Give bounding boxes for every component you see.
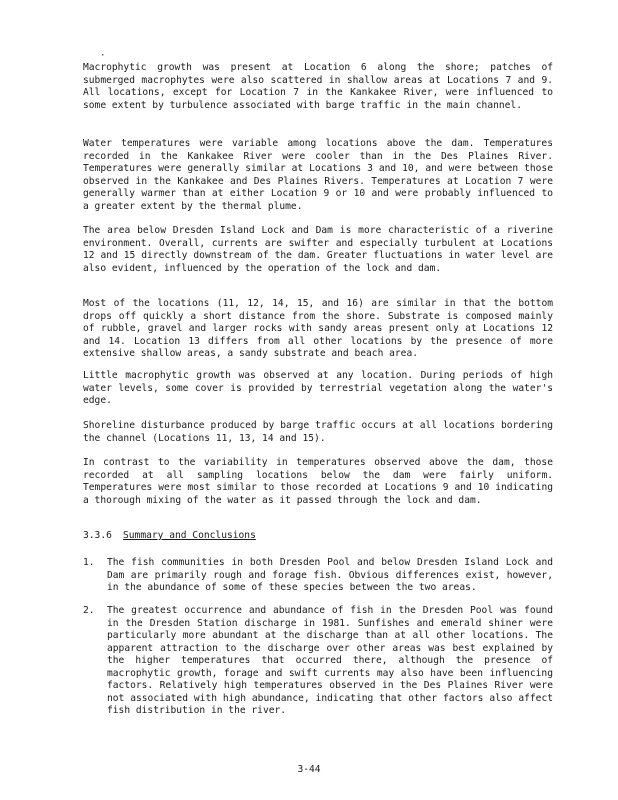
paragraph-macrophytic-growth: Macrophytic growth was present at Location 6 along the shore; patches of submerged macrophytes were also scattered in shallow areas at Locations 7 and 9. All locations, except for Location 7 in the Kankakee River, were influenced to some extent by turbulence associated with barge traffic in the main channel. [83, 62, 553, 111]
paragraph-water-temperatures: Water temperatures were variable among locations above the dam. Temperatures recorded in the Kankakee River were cooler than in the Des Plaines River. Temperatures were generally similar at Locations 3 and 10, and were between those observed in the Kankakee and Des Plaines Rivers. Temperatures at Location 7 were generally warmer than at either Location 9 or 10 and were probably influenced to a greater extent by the thermal plume. [83, 138, 553, 212]
paragraph-temperature-contrast: In contrast to the variability in temperatures observed above the dam, those recorded at all sampling locations below the dam were fairly uniform. Temperatures were most similar to those recorded at Locations 9 and 10 indicating a thorough mixing of the water as it passed through the lock and dam. [83, 457, 553, 506]
list-item-number: 2. [83, 605, 95, 616]
section-title: Summary and Conclusions [123, 530, 256, 541]
section-heading [83, 530, 553, 543]
list-item-number: 1. [83, 557, 95, 568]
corner-mark: · [100, 51, 106, 61]
page-number: 3-44 [297, 764, 321, 775]
paragraph-little-macrophytic: Little macrophytic growth was observed at any location. During periods of high water levels, some cover is provided by terrestrial vegetation along the water's edge. [83, 370, 553, 406]
list-item-text: The fish communities in both Dresden Pool and below Dresden Island Lock and Dam are primarily rough and forage fish. Obvious differences exist, however, in the abundance of some of these species between the two areas. [107, 557, 553, 593]
list-item-text: The greatest occurrence and abundance of fish in the Dresden Pool was found in the Dresden Station discharge in 1981. Sunfishes and emerald shiner were particularly more abundant at the discharge than at all other locations. The apparent attraction to the discharge over other areas was best explained by the higher temperatures that occurred there, although the presence of macrophytic growth, forage and swift currents may also have been influencing factors. Relatively high temperatures observed in the Des Plaines River were not associated with high abundance, indicating that other factors also affect fish distribution in the river. [107, 605, 553, 716]
paragraph-shoreline-disturbance: Shoreline disturbance produced by barge traffic occurs at all locations bordering the channel (Locations 11, 13, 14 and 15). [83, 420, 553, 444]
section-number: 3.3.6 [83, 530, 112, 541]
paragraph-bottom-substrate: Most of the locations (11, 12, 14, 15, and 16) are similar in that the bottom drops off quickly a short distance from the shore. Substrate is composed mainly of rubble, gravel and larger rocks with sandy areas present only at Locations 12 and 14. Location 13 differs from all other locations by the presence of more extensive shallow areas, a sandy substrate and beach area. [83, 298, 553, 359]
paragraph-below-dam: The area below Dresden Island Lock and Dam is more characteristic of a riverine environment. Overall, currents are swifter and especially turbulent at Locations 12 and 15 directly downstream of the dam. Greater fluctuations in water level are also evident, influenced by the operation of the lock and dam. [83, 225, 553, 274]
